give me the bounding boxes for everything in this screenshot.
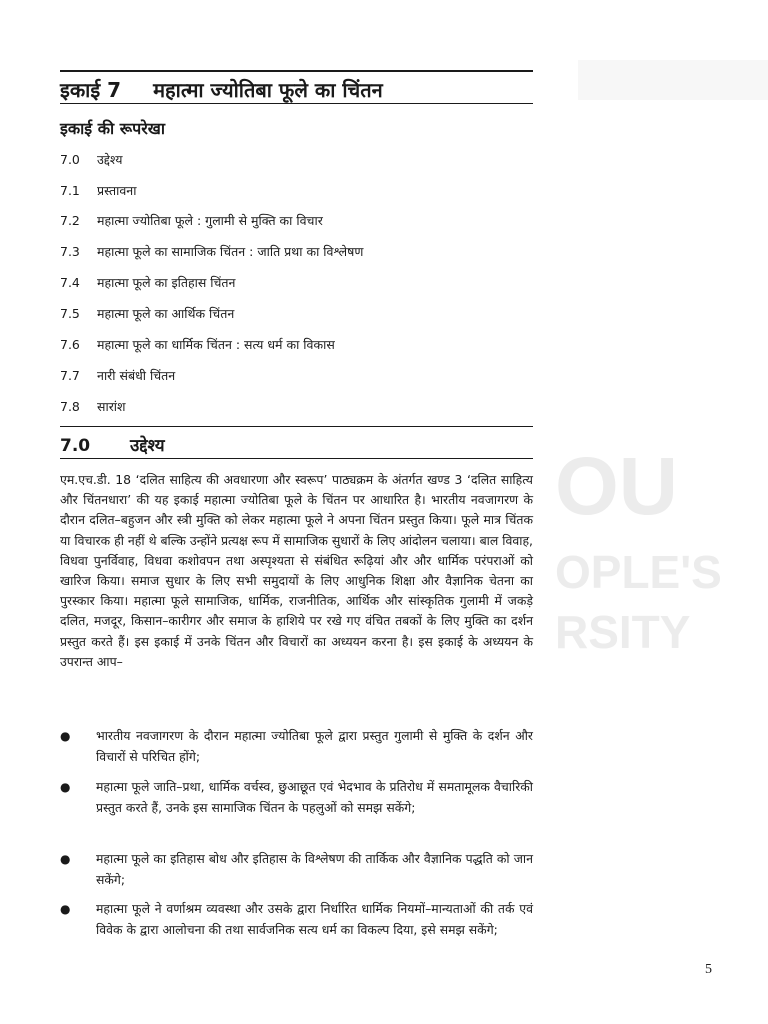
bullet-icon: ●: [60, 852, 71, 866]
outline-item-label: महात्मा फूले का आर्थिक चिंतन: [97, 306, 235, 321]
bullet-icon: ●: [60, 780, 71, 794]
outline-item: [60, 398, 126, 415]
outline-item: [60, 151, 122, 168]
objective-paragraph: एम.एच.डी. 18 ‘दलित साहित्य की अवधारणा और स्वरूप’ पाठ्यक्रम के अंतर्गत खण्ड 3 ‘दलित साहित्य और चिंतनधारा’ की यह इकाई महात्मा ज्योतिबा फूले के चिंतन पर आधारित है। भारतीय नवजागरण के दौरान दलित–बहुजन और स्त्री मुक्ति को लेकर महात्मा फूले ने अपना चिंतन प्रस्तुत किया। फूले मात्र चिंतक या विचारक ही नहीं थे बल्कि उन्होंने प्रत्यक्ष रूप में सामाजिक सुधारों के लिए आंदोलन चलाया। बाल विवाह, विधवा पुनर्विवाह, विधवा कशोवपन तथा अस्पृश्यता से संबंधित रूढ़ियां और और धार्मिक परंपराओं को खारिज किया। समाज सुधार के लिए सभी समुदायों के लिए आधुनिक शिक्षा और वैज्ञानिक चेतना का पुरस्कार किया। महात्मा फूले सामाजिक, धार्मिक, राजनीतिक, आर्थिक और सांस्कृतिक गुलामी में जकड़े दलित, मजदूर, किसान–कारीगर और समाज के हाशिये पर रखे गए वंचित तबकों के लिए मुक्ति का दर्शन प्रस्तुत करते हैं। इस इकाई में उनके चिंतन और विचारों का अध्ययन करना है। इस इकाई के अध्ययन के उपरान्त आप–: [60, 472, 533, 669]
bullet-icon: ●: [60, 902, 71, 916]
outline-item-number: 7.2: [60, 213, 80, 228]
list-item: [60, 849, 533, 890]
section-title: उद्देश्य: [130, 436, 165, 456]
title-bottom-rule: [60, 103, 533, 104]
unit-title-text: महात्मा ज्योतिबा फूले का चिंतन: [153, 78, 383, 102]
outline-item-number: 7.1: [60, 183, 80, 198]
outline-item-label: प्रस्तावना: [97, 183, 137, 198]
outline-item-label: महात्मा फूले का सामाजिक चिंतन : जाति प्रथा का विश्लेषण: [97, 244, 364, 259]
outline-item-number: 7.4: [60, 275, 80, 290]
page-number: 5: [705, 962, 712, 977]
list-item-text: भारतीय नवजागरण के दौरान महात्मा ज्योतिबा फूले द्वारा प्रस्तुत गुलामी से मुक्ति के दर्शन और विचारों से परिचित होंगे;: [96, 728, 533, 764]
watermark-line-3: RSITY: [555, 606, 691, 658]
outline-item: [60, 336, 335, 353]
title-top-rule: [60, 70, 533, 72]
outline-item: [60, 212, 323, 229]
watermark-line-2: OPLE'S: [555, 546, 722, 598]
watermark-line-1: OU: [555, 441, 678, 532]
section-top-rule: [60, 426, 533, 427]
outline-item: [60, 182, 136, 199]
unit-number: इकाई 7: [60, 78, 122, 102]
outline-item: [60, 367, 175, 384]
outline-item-number: 7.5: [60, 306, 80, 321]
outline-item-number: 7.3: [60, 244, 80, 259]
bullet-icon: ●: [60, 729, 71, 743]
outline-item-number: 7.0: [60, 152, 80, 167]
outline-item-label: सारांश: [97, 399, 126, 414]
outline-item-number: 7.7: [60, 368, 80, 383]
list-item: [60, 726, 533, 767]
outline-item: [60, 274, 235, 291]
outline-item-label: नारी संबंधी चिंतन: [97, 368, 176, 383]
list-item: [60, 777, 533, 818]
university-watermark: [555, 420, 768, 680]
list-item-text: महात्मा फूले का इतिहास बोध और इतिहास के विश्लेषण की तार्किक और वैज्ञानिक पद्धति को जान सकेंगे;: [96, 851, 533, 887]
outline-item-number: 7.8: [60, 399, 80, 414]
outline-heading: इकाई की रूपरेखा: [60, 119, 166, 138]
outline-item-label: महात्मा ज्योतिबा फूले : गुलामी से मुक्ति का विचार: [97, 213, 323, 228]
outline-item: [60, 243, 363, 260]
outline-item-number: 7.6: [60, 337, 80, 352]
unit-title: [60, 76, 533, 103]
corner-shade: [578, 60, 768, 100]
outline-item-label: महात्मा फूले का इतिहास चिंतन: [97, 275, 236, 290]
outline-item-label: महात्मा फूले का धार्मिक चिंतन : सत्य धर्म का विकास: [97, 337, 335, 352]
list-item: [60, 899, 533, 940]
section-heading: [60, 433, 165, 456]
outline-item-label: उद्देश्य: [97, 152, 123, 167]
outline-item: [60, 305, 234, 322]
section-number: 7.0: [60, 436, 91, 456]
list-item-text: महात्मा फूले जाति–प्रथा, धार्मिक वर्चस्व, छुआछूत एवं भेदभाव के प्रतिरोध में समतामूलक वैचारिकी प्रस्तुत करते हैं, उनके इस सामाजिक चिंतन के पहलुओं को समझ सकेंगे;: [96, 779, 533, 815]
list-item-text: महात्मा फूले ने वर्णाश्रम व्यवस्था और उसके द्वारा निर्धारित धार्मिक नियमों–मान्यताओं की तर्क एवं विवेक के द्वारा आलोचना की तथा सार्वजनिक सत्य धर्म का विकल्प दिया, इसे समझ सकेंगे;: [96, 901, 533, 937]
section-bottom-rule: [60, 458, 533, 459]
